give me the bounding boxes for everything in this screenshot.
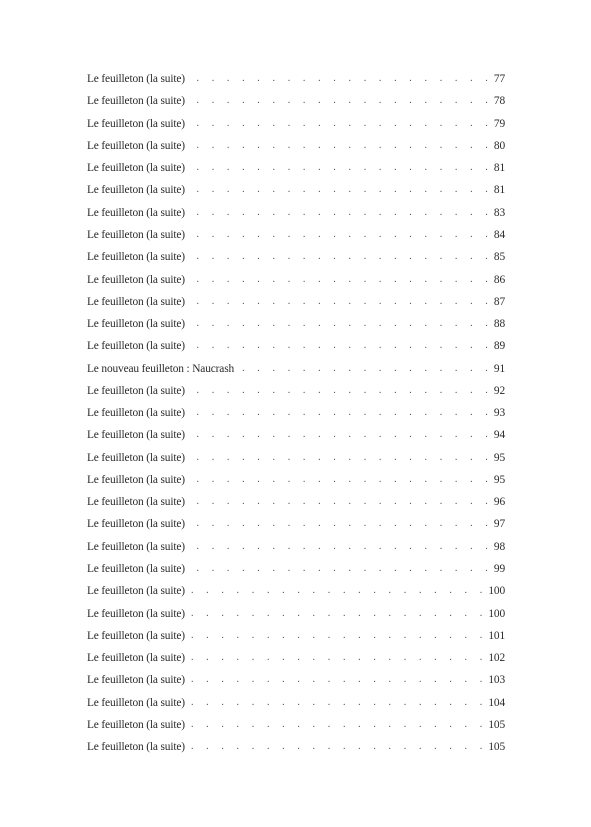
toc-entry[interactable]	[87, 90, 505, 112]
toc-entry[interactable]	[87, 625, 505, 647]
toc-entry-title: Le feuilleton (la suite)	[87, 473, 185, 486]
toc-dot-leader	[189, 447, 493, 469]
toc-entry-page-number: 86	[493, 273, 505, 286]
toc-dot-leader	[189, 246, 493, 268]
toc-dot-leader	[189, 313, 493, 335]
toc-entry-title: Le feuilleton (la suite)	[87, 518, 185, 531]
toc-entry-page-number: 100	[488, 585, 505, 598]
toc-dot-leader	[189, 269, 493, 291]
toc-entry-page-number: 81	[493, 184, 505, 197]
toc-entry-page-number: 94	[493, 429, 505, 442]
toc-entry-title: Le feuilleton (la suite)	[87, 585, 185, 598]
toc-entry-title: Le feuilleton (la suite)	[87, 562, 185, 575]
toc-entry[interactable]	[87, 157, 505, 179]
toc-entry[interactable]	[87, 447, 505, 469]
toc-entry-title: Le feuilleton (la suite)	[87, 162, 185, 175]
toc-entry-page-number: 95	[493, 473, 505, 486]
toc-dot-leader	[189, 625, 487, 647]
toc-entry-title: Le feuilleton (la suite)	[87, 184, 185, 197]
toc-entry-title: Le feuilleton (la suite)	[87, 629, 185, 642]
toc-entry-title: Le feuilleton (la suite)	[87, 206, 185, 219]
toc-dot-leader	[189, 224, 493, 246]
toc-entry[interactable]	[87, 202, 505, 224]
toc-entry-page-number: 77	[493, 73, 505, 86]
toc-entry[interactable]	[87, 268, 505, 290]
toc-dot-leader	[189, 335, 493, 357]
toc-entry-title: Le feuilleton (la suite)	[87, 340, 185, 353]
toc-entry[interactable]	[87, 491, 505, 513]
toc-entry[interactable]	[87, 113, 505, 135]
toc-entry-page-number: 84	[493, 228, 505, 241]
toc-dot-leader	[189, 669, 487, 691]
toc-entry-page-number: 93	[493, 407, 505, 420]
toc-dot-leader	[189, 113, 493, 135]
toc-entry-page-number: 81	[493, 162, 505, 175]
toc-entry-title: Le feuilleton (la suite)	[87, 540, 185, 553]
toc-entry-title: Le feuilleton (la suite)	[87, 228, 185, 241]
toc-entry-title: Le feuilleton (la suite)	[87, 139, 185, 152]
toc-entry-page-number: 79	[493, 117, 505, 130]
toc-dot-leader	[189, 513, 493, 535]
toc-entry-page-number: 103	[488, 674, 505, 687]
toc-entry[interactable]	[87, 647, 505, 669]
toc-entry-title: Le feuilleton (la suite)	[87, 73, 185, 86]
toc-dot-leader	[189, 202, 493, 224]
toc-entry[interactable]	[87, 179, 505, 201]
toc-entry[interactable]	[87, 424, 505, 446]
toc-dot-leader	[189, 736, 487, 758]
toc-dot-leader	[189, 291, 493, 313]
toc-entry-page-number: 104	[488, 696, 505, 709]
toc-entry-page-number: 97	[493, 518, 505, 531]
toc-entry-title: Le feuilleton (la suite)	[87, 318, 185, 331]
toc-dot-leader	[189, 469, 493, 491]
toc-entry-title: Le feuilleton (la suite)	[87, 117, 185, 130]
toc-entry-page-number: 91	[493, 362, 505, 375]
toc-entry[interactable]	[87, 691, 505, 713]
toc-entry-title: Le nouveau feuilleton : Naucrash	[87, 362, 235, 375]
toc-dot-leader	[189, 90, 493, 112]
toc-dot-leader	[189, 603, 487, 625]
toc-entry[interactable]	[87, 580, 505, 602]
toc-entry[interactable]	[87, 380, 505, 402]
toc-entry-page-number: 80	[493, 139, 505, 152]
toc-entry[interactable]	[87, 357, 505, 379]
toc-entry-page-number: 78	[493, 95, 505, 108]
toc-entry-title: Le feuilleton (la suite)	[87, 741, 185, 754]
toc-entry-page-number: 105	[488, 741, 505, 754]
toc-dot-leader	[189, 647, 487, 669]
toc-dot-leader	[189, 179, 493, 201]
toc-dot-leader	[189, 536, 493, 558]
toc-entry[interactable]	[87, 602, 505, 624]
toc-dot-leader	[189, 580, 487, 602]
toc-entry-page-number: 101	[488, 629, 505, 642]
toc-entry-title: Le feuilleton (la suite)	[87, 295, 185, 308]
toc-entry-page-number: 102	[488, 652, 505, 665]
toc-entry-page-number: 96	[493, 496, 505, 509]
toc-entry-title: Le feuilleton (la suite)	[87, 407, 185, 420]
toc-entry[interactable]	[87, 469, 505, 491]
toc-entry-page-number: 99	[493, 562, 505, 575]
toc-entry[interactable]	[87, 558, 505, 580]
toc-entry-page-number: 83	[493, 206, 505, 219]
toc-dot-leader	[189, 491, 493, 513]
toc-dot-leader	[189, 135, 493, 157]
toc-entry-title: Le feuilleton (la suite)	[87, 696, 185, 709]
toc-entry[interactable]	[87, 335, 505, 357]
toc-entry-page-number: 92	[493, 384, 505, 397]
toc-dot-leader	[238, 358, 493, 380]
toc-entry[interactable]	[87, 313, 505, 335]
toc-entry-title: Le feuilleton (la suite)	[87, 384, 185, 397]
toc-entry-page-number: 105	[488, 718, 505, 731]
toc-entry[interactable]	[87, 68, 505, 90]
toc-entry-page-number: 85	[493, 251, 505, 264]
toc-entry[interactable]	[87, 536, 505, 558]
toc-entry[interactable]	[87, 246, 505, 268]
toc-dot-leader	[189, 692, 487, 714]
toc-entry-title: Le feuilleton (la suite)	[87, 451, 185, 464]
toc-entry[interactable]	[87, 669, 505, 691]
toc-entry-page-number: 98	[493, 540, 505, 553]
toc-entry-page-number: 95	[493, 451, 505, 464]
toc-dot-leader	[189, 380, 493, 402]
table-of-contents	[87, 68, 505, 758]
toc-entry-title: Le feuilleton (la suite)	[87, 718, 185, 731]
toc-entry[interactable]	[87, 291, 505, 313]
toc-entry-title: Le feuilleton (la suite)	[87, 496, 185, 509]
toc-dot-leader	[189, 424, 493, 446]
toc-entry[interactable]	[87, 714, 505, 736]
toc-dot-leader	[189, 558, 493, 580]
toc-entry[interactable]	[87, 736, 505, 758]
toc-entry-page-number: 89	[493, 340, 505, 353]
toc-entry[interactable]	[87, 135, 505, 157]
toc-entry-page-number: 87	[493, 295, 505, 308]
toc-dot-leader	[189, 402, 493, 424]
toc-entry[interactable]	[87, 224, 505, 246]
toc-entry-title: Le feuilleton (la suite)	[87, 95, 185, 108]
toc-entry-page-number: 88	[493, 318, 505, 331]
toc-dot-leader	[189, 714, 487, 736]
toc-entry-title: Le feuilleton (la suite)	[87, 674, 185, 687]
toc-entry-title: Le feuilleton (la suite)	[87, 607, 185, 620]
toc-entry-title: Le feuilleton (la suite)	[87, 429, 185, 442]
toc-entry-title: Le feuilleton (la suite)	[87, 251, 185, 264]
toc-entry[interactable]	[87, 402, 505, 424]
toc-entry-title: Le feuilleton (la suite)	[87, 273, 185, 286]
toc-dot-leader	[189, 157, 493, 179]
toc-dot-leader	[189, 68, 493, 90]
toc-entry[interactable]	[87, 513, 505, 535]
toc-entry-title: Le feuilleton (la suite)	[87, 652, 185, 665]
toc-entry-page-number: 100	[488, 607, 505, 620]
